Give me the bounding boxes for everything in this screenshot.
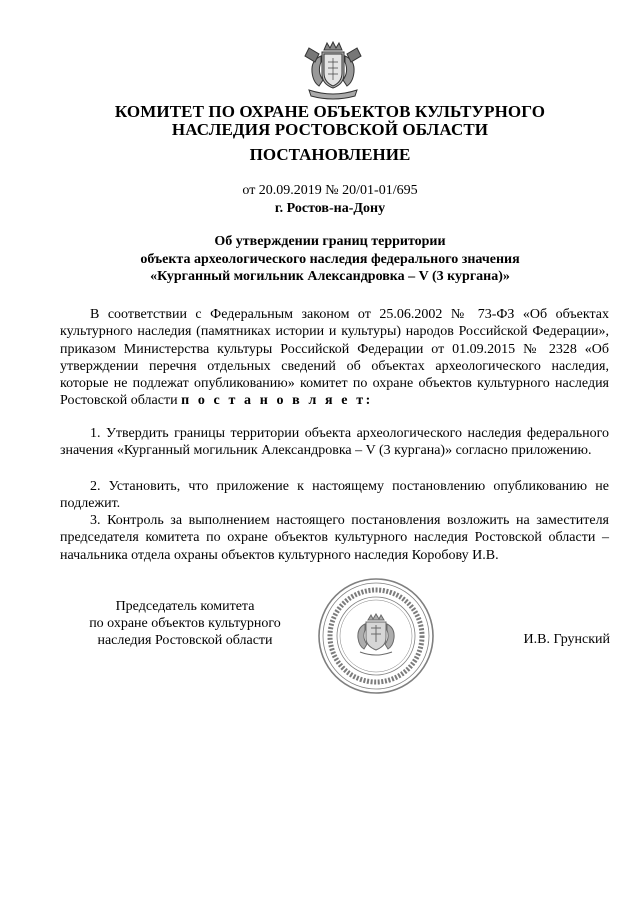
signer-position-line3: наследия Ростовской области [97,633,273,648]
item-2-text: 2. Установить, что приложение к настоящему постановлению опубликованию не подлежит. [60,479,609,512]
item-3-paragraph [60,512,609,564]
signer-position-line2: по охране объектов культурного [89,616,281,631]
preamble-paragraph [60,306,609,410]
subject-line1: Об утверждении границ территории [214,234,446,249]
item-3-text: 3. Контроль за выполнением настоящего постановления возложить на заместителя председателя комитета по охране объектов культурного наследия Ростовской области – начальника отдела охраны объектов культурного наследия Коробову И.В. [60,513,609,563]
official-seal-icon [316,576,436,696]
signer-position-line1: Председатель комитета [115,599,255,614]
signer-name: И.В. Грунский [523,632,610,647]
resolves-word: п о с т а н о в л я е т: [181,393,373,409]
preamble-text: В соответствии с Федеральным законом от 25.06.2002 № 73-ФЗ «Об объектах культурного наследия (памятниках истории и культуры) народов Российской Федерации», приказом Министерства культуры Российской Федерации от 01.09.2015 № 2328 «Об утверждении перечня отдельных сведений об объектах археологического наследия, которые не подлежат опубликованию» комитет по охране объектов культурного наследия Ростовской области [60,307,609,409]
document-city: г. Ростов-на-Дону [274,201,386,216]
subject-line3: «Курганный могильник Александровка – V (3 кургана)» [150,269,510,284]
coat-of-arms-icon [297,40,369,102]
item-1-paragraph [60,425,609,460]
document-date-number: от 20.09.2019 № 20/01-01/695 [242,183,418,198]
organization-name-line2: НАСЛЕДИЯ РОСТОВСКОЙ ОБЛАСТИ [171,120,489,139]
item-1-text: 1. Утвердить границы территории объекта археологического наследия федерального значения «Курганный могильник Александровка – V (3 кургана)» согласно приложению. [60,426,609,459]
organization-name-line1: КОМИТЕТ ПО ОХРАНЕ ОБЪЕКТОВ КУЛЬТУРНОГО [114,102,546,121]
item-2-paragraph [60,478,609,513]
document-type: ПОСТАНОВЛЕНИЕ [249,145,411,164]
subject-line2: объекта археологического наследия федерального значения [140,252,520,267]
